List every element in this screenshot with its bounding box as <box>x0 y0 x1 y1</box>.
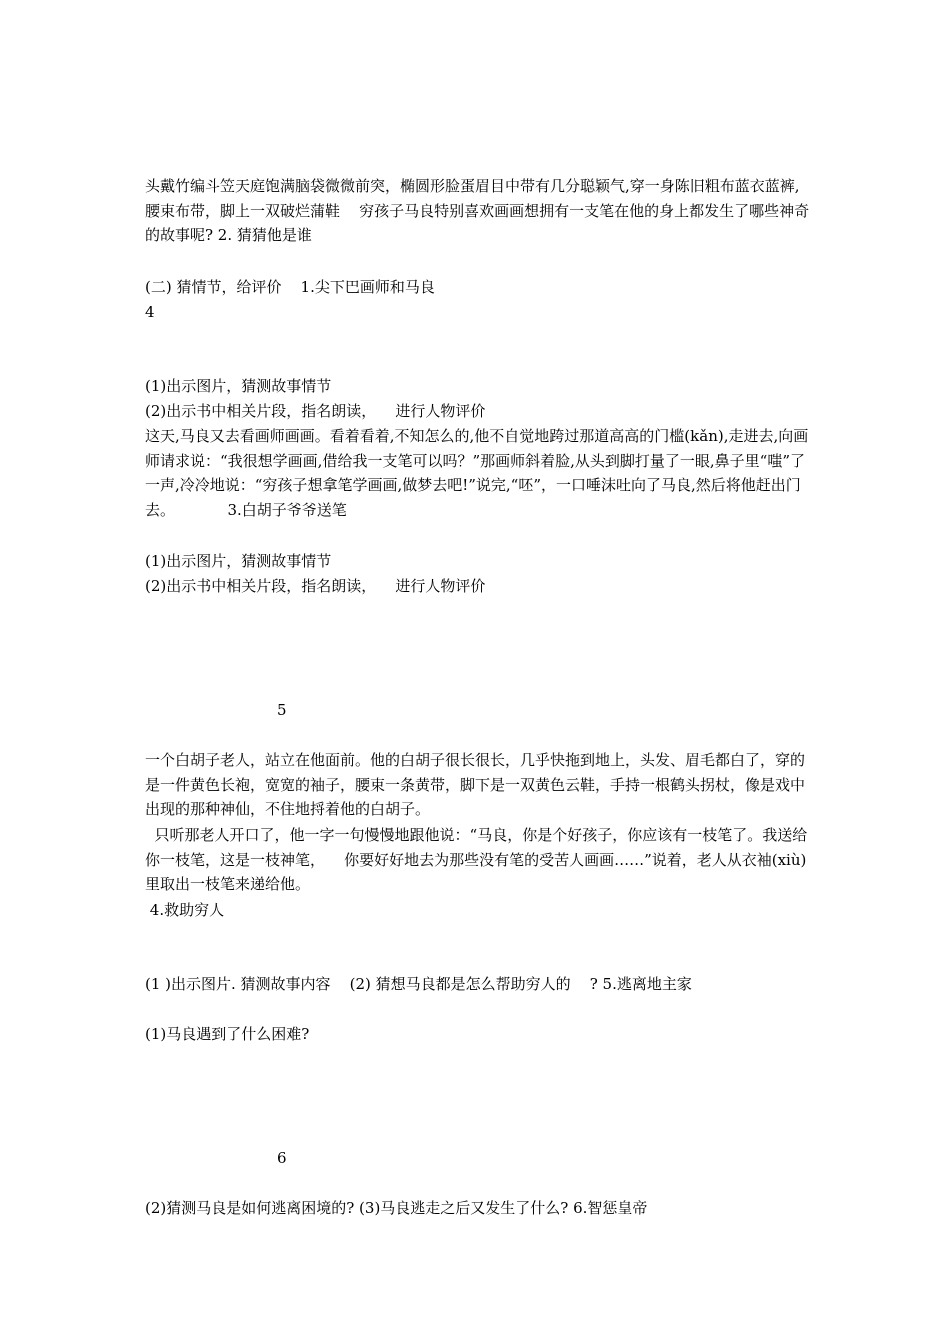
section-heading-guess-plot: (二) 猜情节，给评价 1.尖下巴画师和马良 <box>145 278 435 296</box>
paragraph-painter-excerpt: 这天,马良又去看画师画画。看着看着,不知怎么的,他不自觉地跨过那道高高的门槛(kǎn),走进去,向画师请求说：“我很想学画画,借给我一支笔可以吗？”那画师斜着脸,从头到脚打量了一眼,鼻子里“嗤”了一声,冷冷地说：“穷孩子想拿笔学画画,做梦去吧!”说完,“呸”，一口唾沫吐向了马良,然后将他赶出门去。 3.白胡子爷爷送笔 <box>145 427 809 519</box>
paragraph-old-man-description: 一个白胡子老人，站立在他面前。他的白胡子很长很长，几乎快拖到地上，头发、眉毛都白了，穿的是一件黄色长袍，宽宽的袖子，腰束一条黄带，脚下是一双黄色云鞋，手持一根鹤头拐杖，像是戏中出现的那种神仙，不住地捋着他的白胡子。 <box>145 751 806 818</box>
step-show-picture-1: (1)出示图片，猜测故事情节 <box>145 377 332 395</box>
step-show-picture-2: (1)出示图片，猜测故事情节 <box>145 552 332 570</box>
paragraph-intro: 头戴竹编斗笠天庭饱满脑袋微微前突，椭圆形脸蛋眉目中带有几分聪颖气,穿一身陈旧粗布蓝衣蓝裤,腰束布带，脚上一双破烂蒲鞋 穷孩子马良特别喜欢画画想拥有一支笔在他的身上都发生了哪些神奇的故事呢? 2. 猜猜他是谁 <box>145 177 810 244</box>
step-read-aloud-2: (2)出示书中相关片段，指名朗读， 进行人物评价 <box>145 577 486 595</box>
paragraph-escape-questions: (2)猜测马良是如何逃离困境的? (3)马良逃走之后又发生了什么? 6.智惩皇帝 <box>145 1199 648 1217</box>
section-heading-help-poor: 4.救助穷人 <box>145 901 225 919</box>
paragraph-help-poor-steps: (1 )出示图片. 猜测故事内容 (2) 猜想马良都是怎么帮助穷人的 ? 5.逃离地主家 <box>145 975 692 993</box>
paragraph-difficulty-question: (1)马良遇到了什么困难? <box>145 1025 310 1043</box>
page-number-6: 6 <box>277 1149 287 1167</box>
page-number-4: 4 <box>145 303 155 321</box>
step-read-aloud-1: (2)出示书中相关片段，指名朗读， 进行人物评价 <box>145 402 486 420</box>
paragraph-old-man-speech: 只听那老人开口了，他一字一句慢慢地跟他说：“马良，你是个好孩子，你应该有一枝笔了。我送给你一枝笔，这是一枝神笔， 你要好好地去为那些没有笔的受苦人画画……”说着，老人从衣袖(xiù)里取出一枝笔来递给他。 <box>145 826 808 893</box>
page-number-5: 5 <box>277 701 287 719</box>
